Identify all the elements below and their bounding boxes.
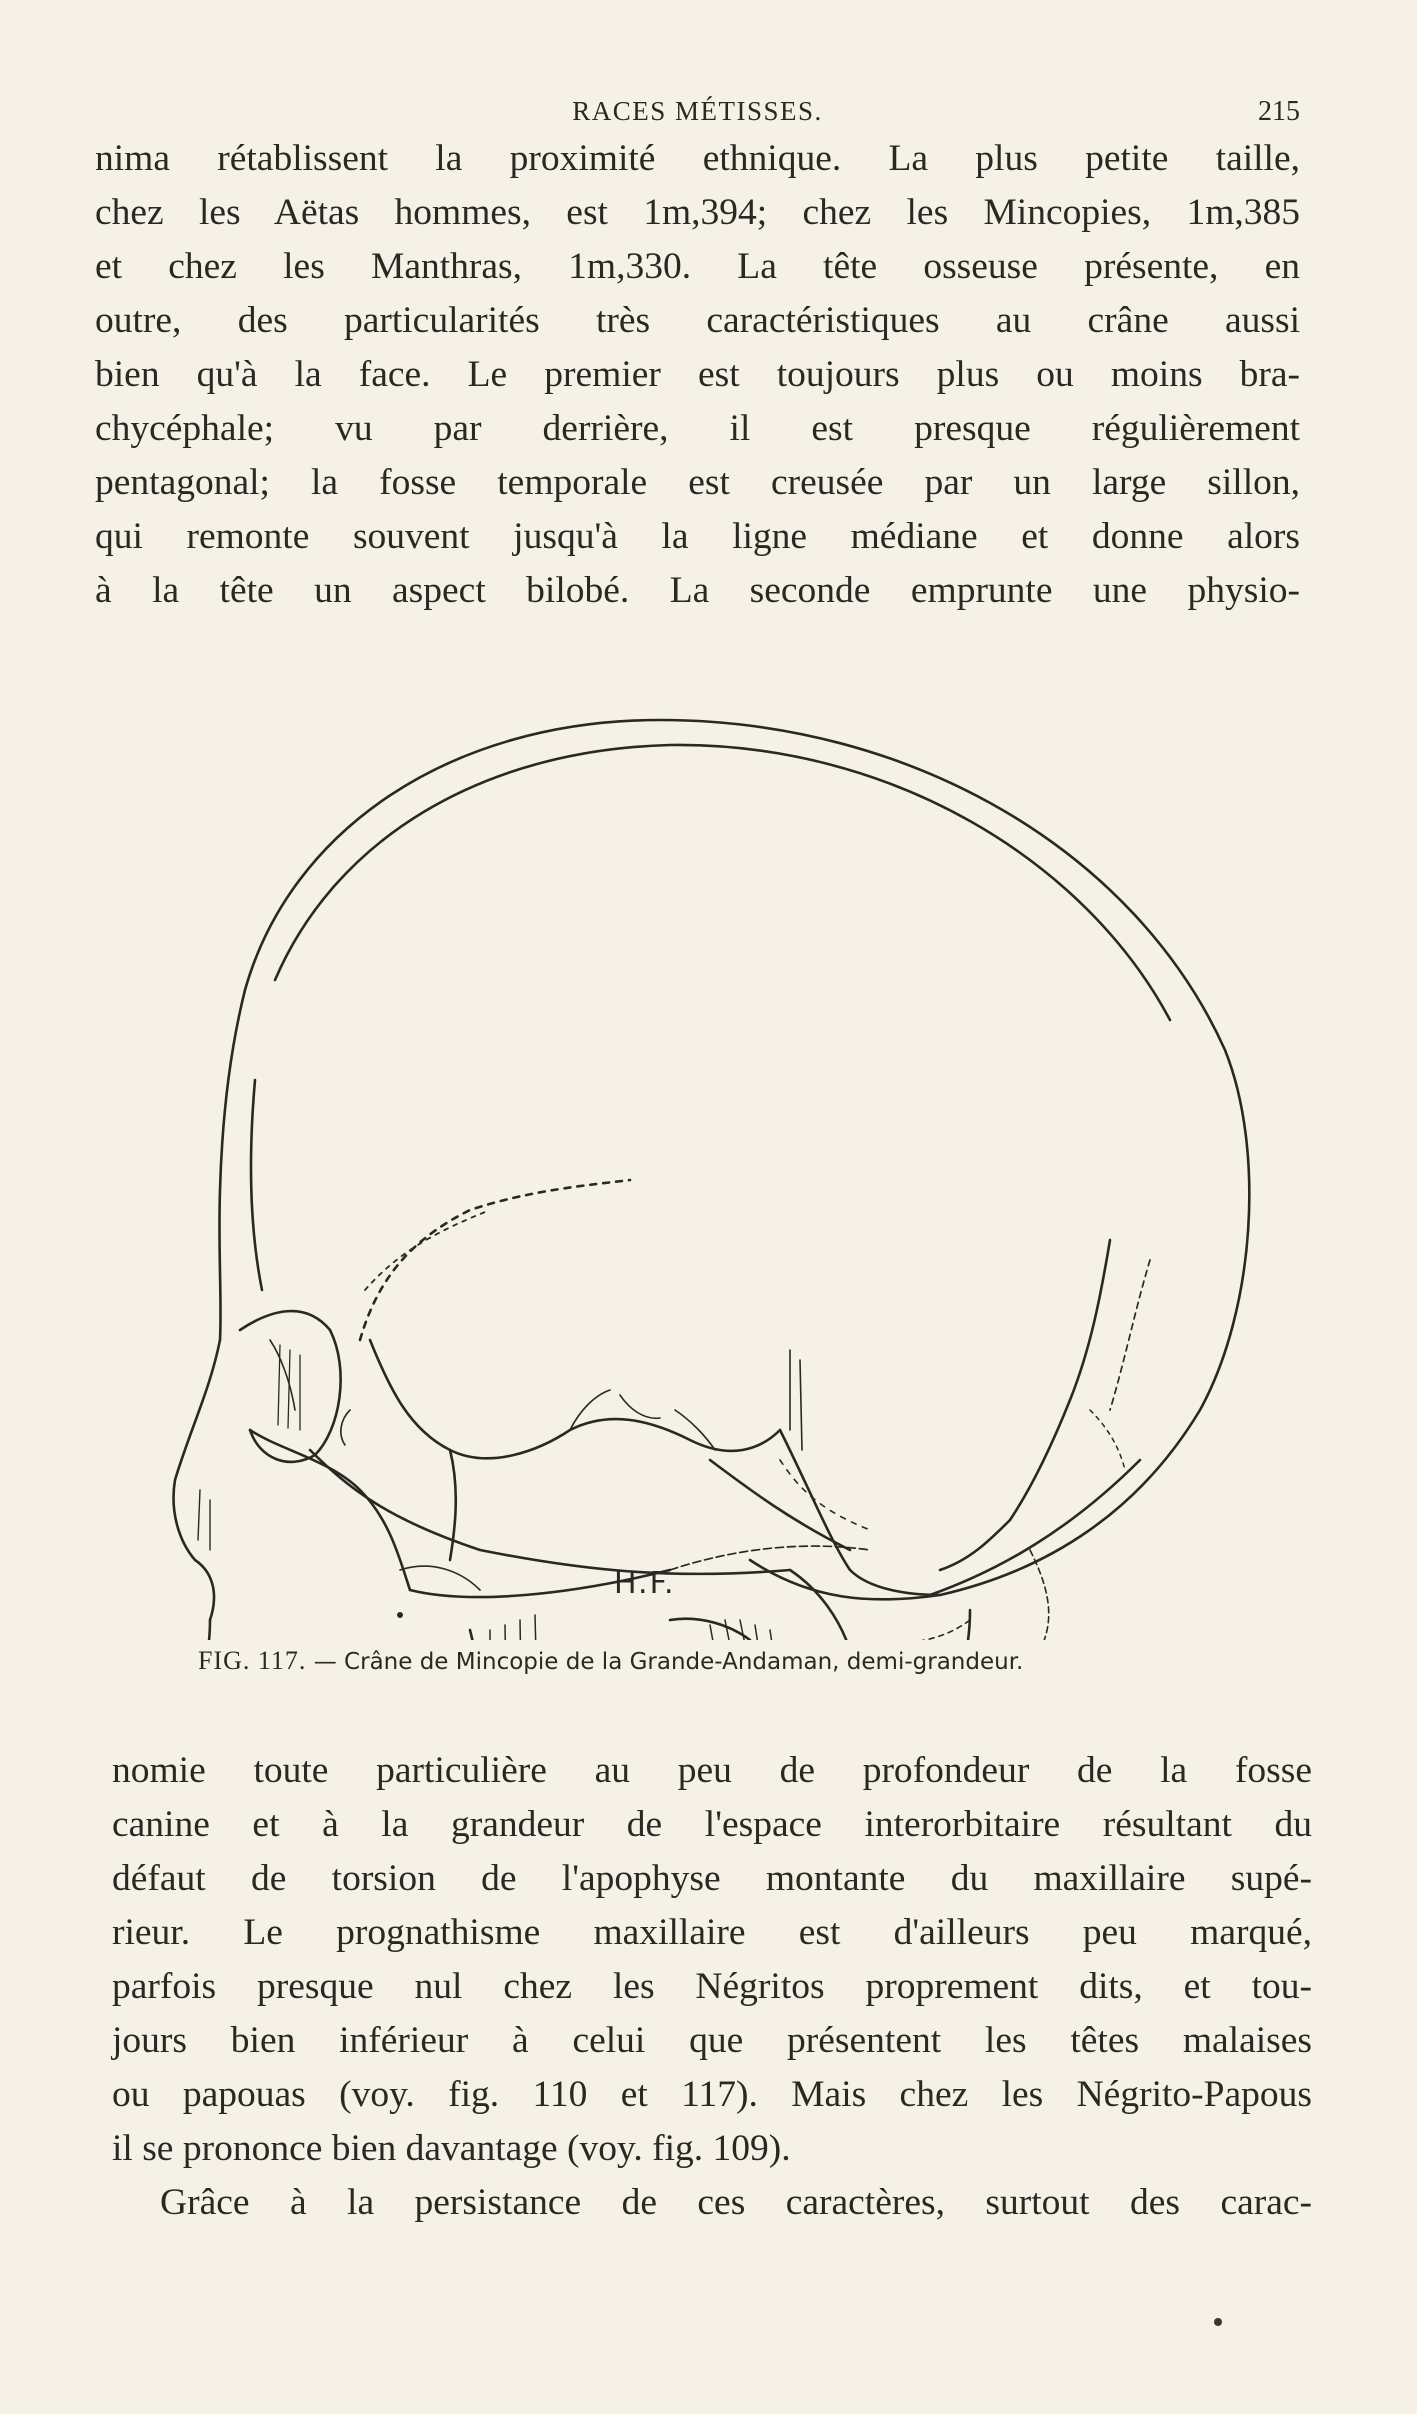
text-line: rieur. Le prognathisme maxillaire est d'ailleurs peu marqué, — [112, 1912, 1312, 1953]
page-number: 215 — [1258, 96, 1300, 127]
text-line: bien qu'à la face. Le premier est toujours plus ou moins bra- — [95, 354, 1300, 395]
figure-caption — [198, 1646, 1278, 1676]
text-line: qui remonte souvent jusqu'à la ligne médiane et donne alors — [95, 516, 1300, 557]
text-line: canine et à la grandeur de l'espace interorbitaire résultant du — [112, 1804, 1312, 1845]
text-line: chycéphale; vu par derrière, il est presque régulièrement — [95, 408, 1300, 449]
text-line: outre, des particularités très caractéristiques au crâne aussi — [95, 300, 1300, 341]
figure-label: FIG. 117. — [198, 1646, 307, 1675]
running-title: RACES MÉTISSES. — [572, 96, 823, 126]
text-line: parfois presque nul chez les Négritos proprement dits, et tou- — [112, 1966, 1312, 2007]
skull-illustration — [150, 690, 1260, 1640]
figure-signature: H.F. — [614, 1566, 676, 1601]
bottom-paragraph — [112, 1744, 1312, 2230]
text-line: jours bien inférieur à celui que présentent les têtes malaises — [112, 2020, 1312, 2061]
text-line: pentagonal; la fosse temporale est creusée par un large sillon, — [95, 462, 1300, 503]
figure-caption-text: — Crâne de Mincopie de la Grande-Andaman, demi-grandeur. — [313, 1649, 1024, 1675]
top-paragraph — [95, 132, 1300, 618]
text-line: nomie toute particulière au peu de profondeur de la fosse — [112, 1750, 1312, 1791]
text-line: à la tête un aspect bilobé. La seconde emprunte une physio- — [95, 570, 1300, 611]
text-line: et chez les Manthras, 1m,330. La tête osseuse présente, en — [95, 246, 1300, 287]
text-line: chez les Aëtas hommes, est 1m,394; chez les Mincopies, 1m,385 — [95, 192, 1300, 233]
text-line: ou papouas (voy. fig. 110 et 117). Mais chez les Négrito-Papous — [112, 2074, 1312, 2115]
text-line-indented: Grâce à la persistance de ces caractères, surtout des carac- — [160, 2182, 1312, 2223]
text-line: défaut de torsion de l'apophyse montante du maxillaire supé- — [112, 1858, 1312, 1899]
text-line: nima rétablissent la proximité ethnique. La plus petite taille, — [95, 138, 1300, 179]
text-line: il se prononce bien davantage (voy. fig. 109). — [112, 2128, 791, 2169]
running-head — [95, 96, 1300, 136]
print-speck — [1214, 2318, 1222, 2326]
